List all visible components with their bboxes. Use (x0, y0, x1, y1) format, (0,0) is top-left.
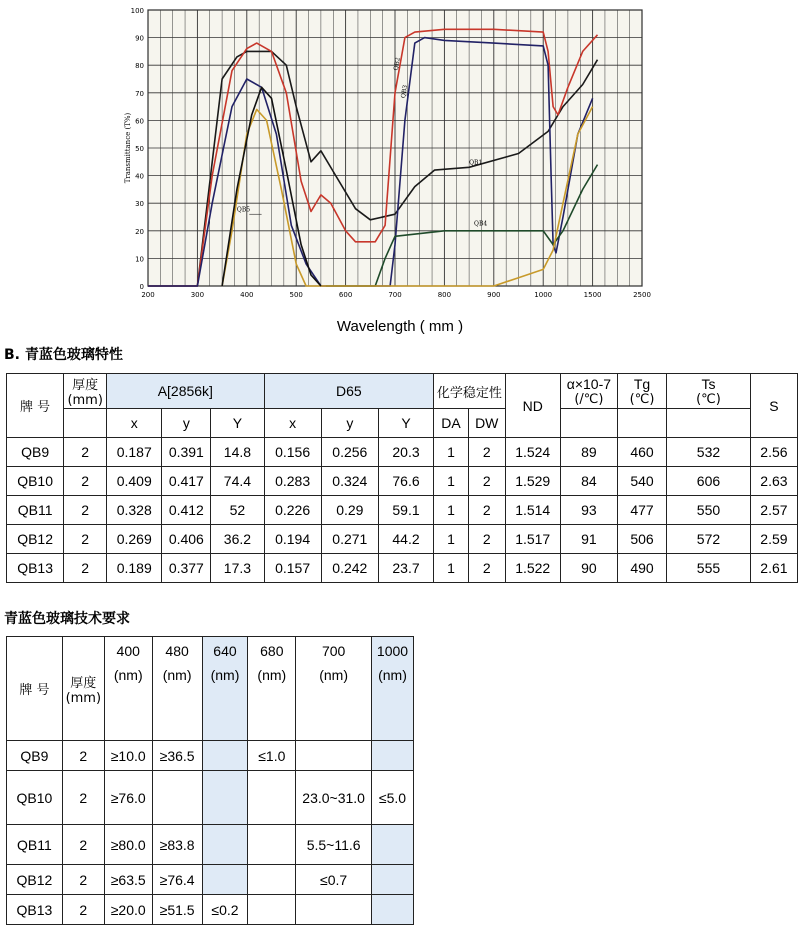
col-header-thickness: 厚度(mm) (62, 637, 104, 741)
cell: 1 (434, 467, 469, 496)
cell: 0.412 (162, 496, 211, 525)
transmittance-chart (0, 0, 800, 340)
cell (248, 825, 296, 865)
cell: 0.283 (264, 467, 321, 496)
cell: 93 (560, 496, 617, 525)
y-tick-label: 40 (135, 172, 144, 181)
cell: 540 (618, 467, 667, 496)
cell: 0.157 (264, 554, 321, 583)
col-subheader-da: DA (434, 409, 469, 438)
table-row (7, 438, 798, 467)
cell: 0.256 (321, 438, 378, 467)
y-tick-label: 90 (135, 34, 144, 43)
col-subheader-a-Y: Y (211, 409, 264, 438)
chart-x-axis-label: Wavelength ( mm ) (336, 318, 464, 335)
cell: QB13 (7, 554, 64, 583)
cell: 550 (667, 496, 751, 525)
cell: 1 (434, 525, 469, 554)
cell: 2.59 (750, 525, 797, 554)
glass-properties-table (6, 373, 798, 583)
cell: 0.328 (107, 496, 162, 525)
series-label-qb3: QB3 (399, 84, 410, 99)
cell: 2.57 (750, 496, 797, 525)
cell: 2 (64, 525, 107, 554)
cell: 0.194 (264, 525, 321, 554)
cell: 0.189 (107, 554, 162, 583)
cell: ≤0.2 (202, 895, 248, 925)
x-tick-label: 1000 (534, 291, 553, 299)
x-tick-label: 600 (338, 291, 353, 299)
y-tick-label: 80 (135, 62, 144, 71)
cell: 5.5~11.6 (296, 825, 372, 865)
cell: 23.0~31.0 (296, 771, 372, 825)
y-tick-label: 100 (130, 7, 144, 15)
y-tick-label: 10 (135, 255, 144, 264)
cell: QB12 (7, 865, 63, 895)
cell: 23.7 (378, 554, 433, 583)
cell: 532 (667, 438, 751, 467)
cell: 2 (62, 865, 104, 895)
col-header-brand: 牌 号 (7, 374, 64, 438)
cell: QB12 (7, 525, 64, 554)
cell: 0.269 (107, 525, 162, 554)
cell: 2.63 (750, 467, 797, 496)
cell: 20.3 (378, 438, 433, 467)
x-tick-label: 800 (437, 291, 452, 299)
col-header-alpha: α×10-7 (/℃) (560, 374, 617, 409)
cell: 59.1 (378, 496, 433, 525)
table-row (7, 741, 414, 771)
cell: 90 (560, 554, 617, 583)
col-header-nd: ND (505, 374, 560, 438)
cell: 0.377 (162, 554, 211, 583)
cell: QB9 (7, 741, 63, 771)
y-tick-label: 30 (135, 200, 144, 209)
cell: ≥36.5 (152, 741, 202, 771)
x-tick-label: 2500 (633, 291, 651, 299)
col-header-1000nm: 1000 (nm) (372, 637, 414, 741)
cell: 2 (64, 496, 107, 525)
cell: 2.61 (750, 554, 797, 583)
cell: ≤1.0 (248, 741, 296, 771)
x-tick-label: 500 (289, 291, 303, 299)
cell: 477 (618, 496, 667, 525)
cell: ≥20.0 (104, 895, 152, 925)
y-tick-label: 50 (135, 145, 144, 153)
cell: ≤5.0 (372, 771, 414, 825)
cell (202, 825, 248, 865)
y-tick-label: 70 (135, 89, 144, 98)
series-label-qb4: QB4 (474, 220, 488, 228)
col-subheader-d65-x: x (264, 409, 321, 438)
cell: 2 (468, 496, 505, 525)
col-header-640nm: 640 (nm) (202, 637, 248, 741)
cell (296, 895, 372, 925)
x-tick-label: 700 (388, 291, 402, 299)
table-row (7, 825, 414, 865)
cell: 1 (434, 438, 469, 467)
cell: 2 (62, 895, 104, 925)
cell: 2 (62, 825, 104, 865)
col-header-s: S (750, 374, 797, 438)
col-header-chemical-stability: 化学稳定性 (434, 374, 506, 409)
cell: QB11 (7, 496, 64, 525)
cell: 1.514 (505, 496, 560, 525)
cell: ≥76.4 (152, 865, 202, 895)
cell: ≥83.8 (152, 825, 202, 865)
cell (248, 865, 296, 895)
cell: 2.56 (750, 438, 797, 467)
table-row (7, 865, 414, 895)
cell (372, 741, 414, 771)
cell: 572 (667, 525, 751, 554)
x-tick-label: 200 (141, 291, 155, 299)
cell: 506 (618, 525, 667, 554)
col-subheader-d65-Y: Y (378, 409, 433, 438)
y-tick-label: 20 (135, 227, 144, 236)
cell: 84 (560, 467, 617, 496)
cell: 44.2 (378, 525, 433, 554)
cell: 0.409 (107, 467, 162, 496)
cell: 2 (468, 467, 505, 496)
col-header-d65: D65 (264, 374, 434, 409)
cell (372, 865, 414, 895)
cell: 1 (434, 496, 469, 525)
col-subheader-empty (618, 409, 667, 438)
col-header-480nm: 480 (nm) (152, 637, 202, 741)
col-header-tg: Tg (℃) (618, 374, 667, 409)
y-tick-label: 0 (139, 283, 144, 291)
cell: 2 (64, 554, 107, 583)
cell: 490 (618, 554, 667, 583)
x-tick-label: 1500 (583, 291, 602, 299)
section-b-title: B. 青蓝色玻璃特性 (4, 347, 123, 363)
cell: 0.187 (107, 438, 162, 467)
cell: ≤0.7 (296, 865, 372, 895)
cell (248, 771, 296, 825)
col-subheader-empty (560, 409, 617, 438)
cell: 2 (468, 554, 505, 583)
section-tech-requirements-title: 青蓝色玻璃技术要求 (4, 611, 130, 627)
cell: 1.529 (505, 467, 560, 496)
col-header-700nm: 700 (nm) (296, 637, 372, 741)
col-subheader-a-y: y (162, 409, 211, 438)
col-header-thickness: 厚度(mm) (64, 374, 107, 409)
cell: 0.29 (321, 496, 378, 525)
cell: 2 (62, 741, 104, 771)
table-row (7, 467, 798, 496)
cell: 1 (434, 554, 469, 583)
cell: QB9 (7, 438, 64, 467)
cell: QB11 (7, 825, 63, 865)
technical-requirements-table (6, 636, 414, 925)
cell: 0.391 (162, 438, 211, 467)
x-tick-label: 900 (487, 291, 501, 299)
cell: 1.524 (505, 438, 560, 467)
table-row (7, 771, 414, 825)
cell: 74.4 (211, 467, 264, 496)
cell (152, 771, 202, 825)
cell: 606 (667, 467, 751, 496)
cell: QB10 (7, 771, 63, 825)
cell: 52 (211, 496, 264, 525)
cell: 0.271 (321, 525, 378, 554)
col-header-680nm: 680 (nm) (248, 637, 296, 741)
chart-canvas (0, 0, 800, 312)
y-tick-label: 60 (135, 117, 144, 126)
cell (202, 771, 248, 825)
cell (372, 895, 414, 925)
cell (202, 741, 248, 771)
series-label-qb1: QB1 (469, 159, 483, 167)
series-label-qb2: QB2 (392, 56, 402, 72)
cell: 0.324 (321, 467, 378, 496)
col-subheader-empty (667, 409, 751, 438)
cell: 555 (667, 554, 751, 583)
col-subheader-a-x: x (107, 409, 162, 438)
cell: ≥51.5 (152, 895, 202, 925)
cell: 14.8 (211, 438, 264, 467)
cell: ≥10.0 (104, 741, 152, 771)
col-subheader-dw: DW (468, 409, 505, 438)
cell: 460 (618, 438, 667, 467)
cell: 1.522 (505, 554, 560, 583)
x-tick-label: 400 (240, 291, 254, 299)
cell: 36.2 (211, 525, 264, 554)
cell: QB13 (7, 895, 63, 925)
table-row (7, 525, 798, 554)
cell: 17.3 (211, 554, 264, 583)
cell: ≥76.0 (104, 771, 152, 825)
cell: ≥80.0 (104, 825, 152, 865)
cell: 0.406 (162, 525, 211, 554)
cell (202, 865, 248, 895)
table-row (7, 496, 798, 525)
cell: 2 (468, 438, 505, 467)
y-axis-label: Transmittance (T%) (124, 112, 132, 184)
cell: QB10 (7, 467, 64, 496)
series-label-qb5: QB5 (236, 206, 251, 214)
col-header-a2856k: A[2856k] (107, 374, 264, 409)
cell: 2 (62, 771, 104, 825)
cell (296, 741, 372, 771)
cell: 0.226 (264, 496, 321, 525)
col-subheader-empty (64, 409, 107, 438)
col-header-brand: 牌 号 (7, 637, 63, 741)
cell: 76.6 (378, 467, 433, 496)
col-subheader-d65-y: y (321, 409, 378, 438)
cell: 1.517 (505, 525, 560, 554)
cell: 0.242 (321, 554, 378, 583)
cell: 91 (560, 525, 617, 554)
table-row (7, 554, 798, 583)
cell: 89 (560, 438, 617, 467)
cell (372, 825, 414, 865)
cell: 2 (64, 467, 107, 496)
col-header-ts: Ts (℃) (667, 374, 751, 409)
table-row (7, 895, 414, 925)
x-tick-label: 300 (190, 291, 205, 299)
cell: 2 (64, 438, 107, 467)
cell: 0.417 (162, 467, 211, 496)
cell: 0.156 (264, 438, 321, 467)
cell: 2 (468, 525, 505, 554)
col-header-400nm: 400 (nm) (104, 637, 152, 741)
cell: ≥63.5 (104, 865, 152, 895)
cell (248, 895, 296, 925)
